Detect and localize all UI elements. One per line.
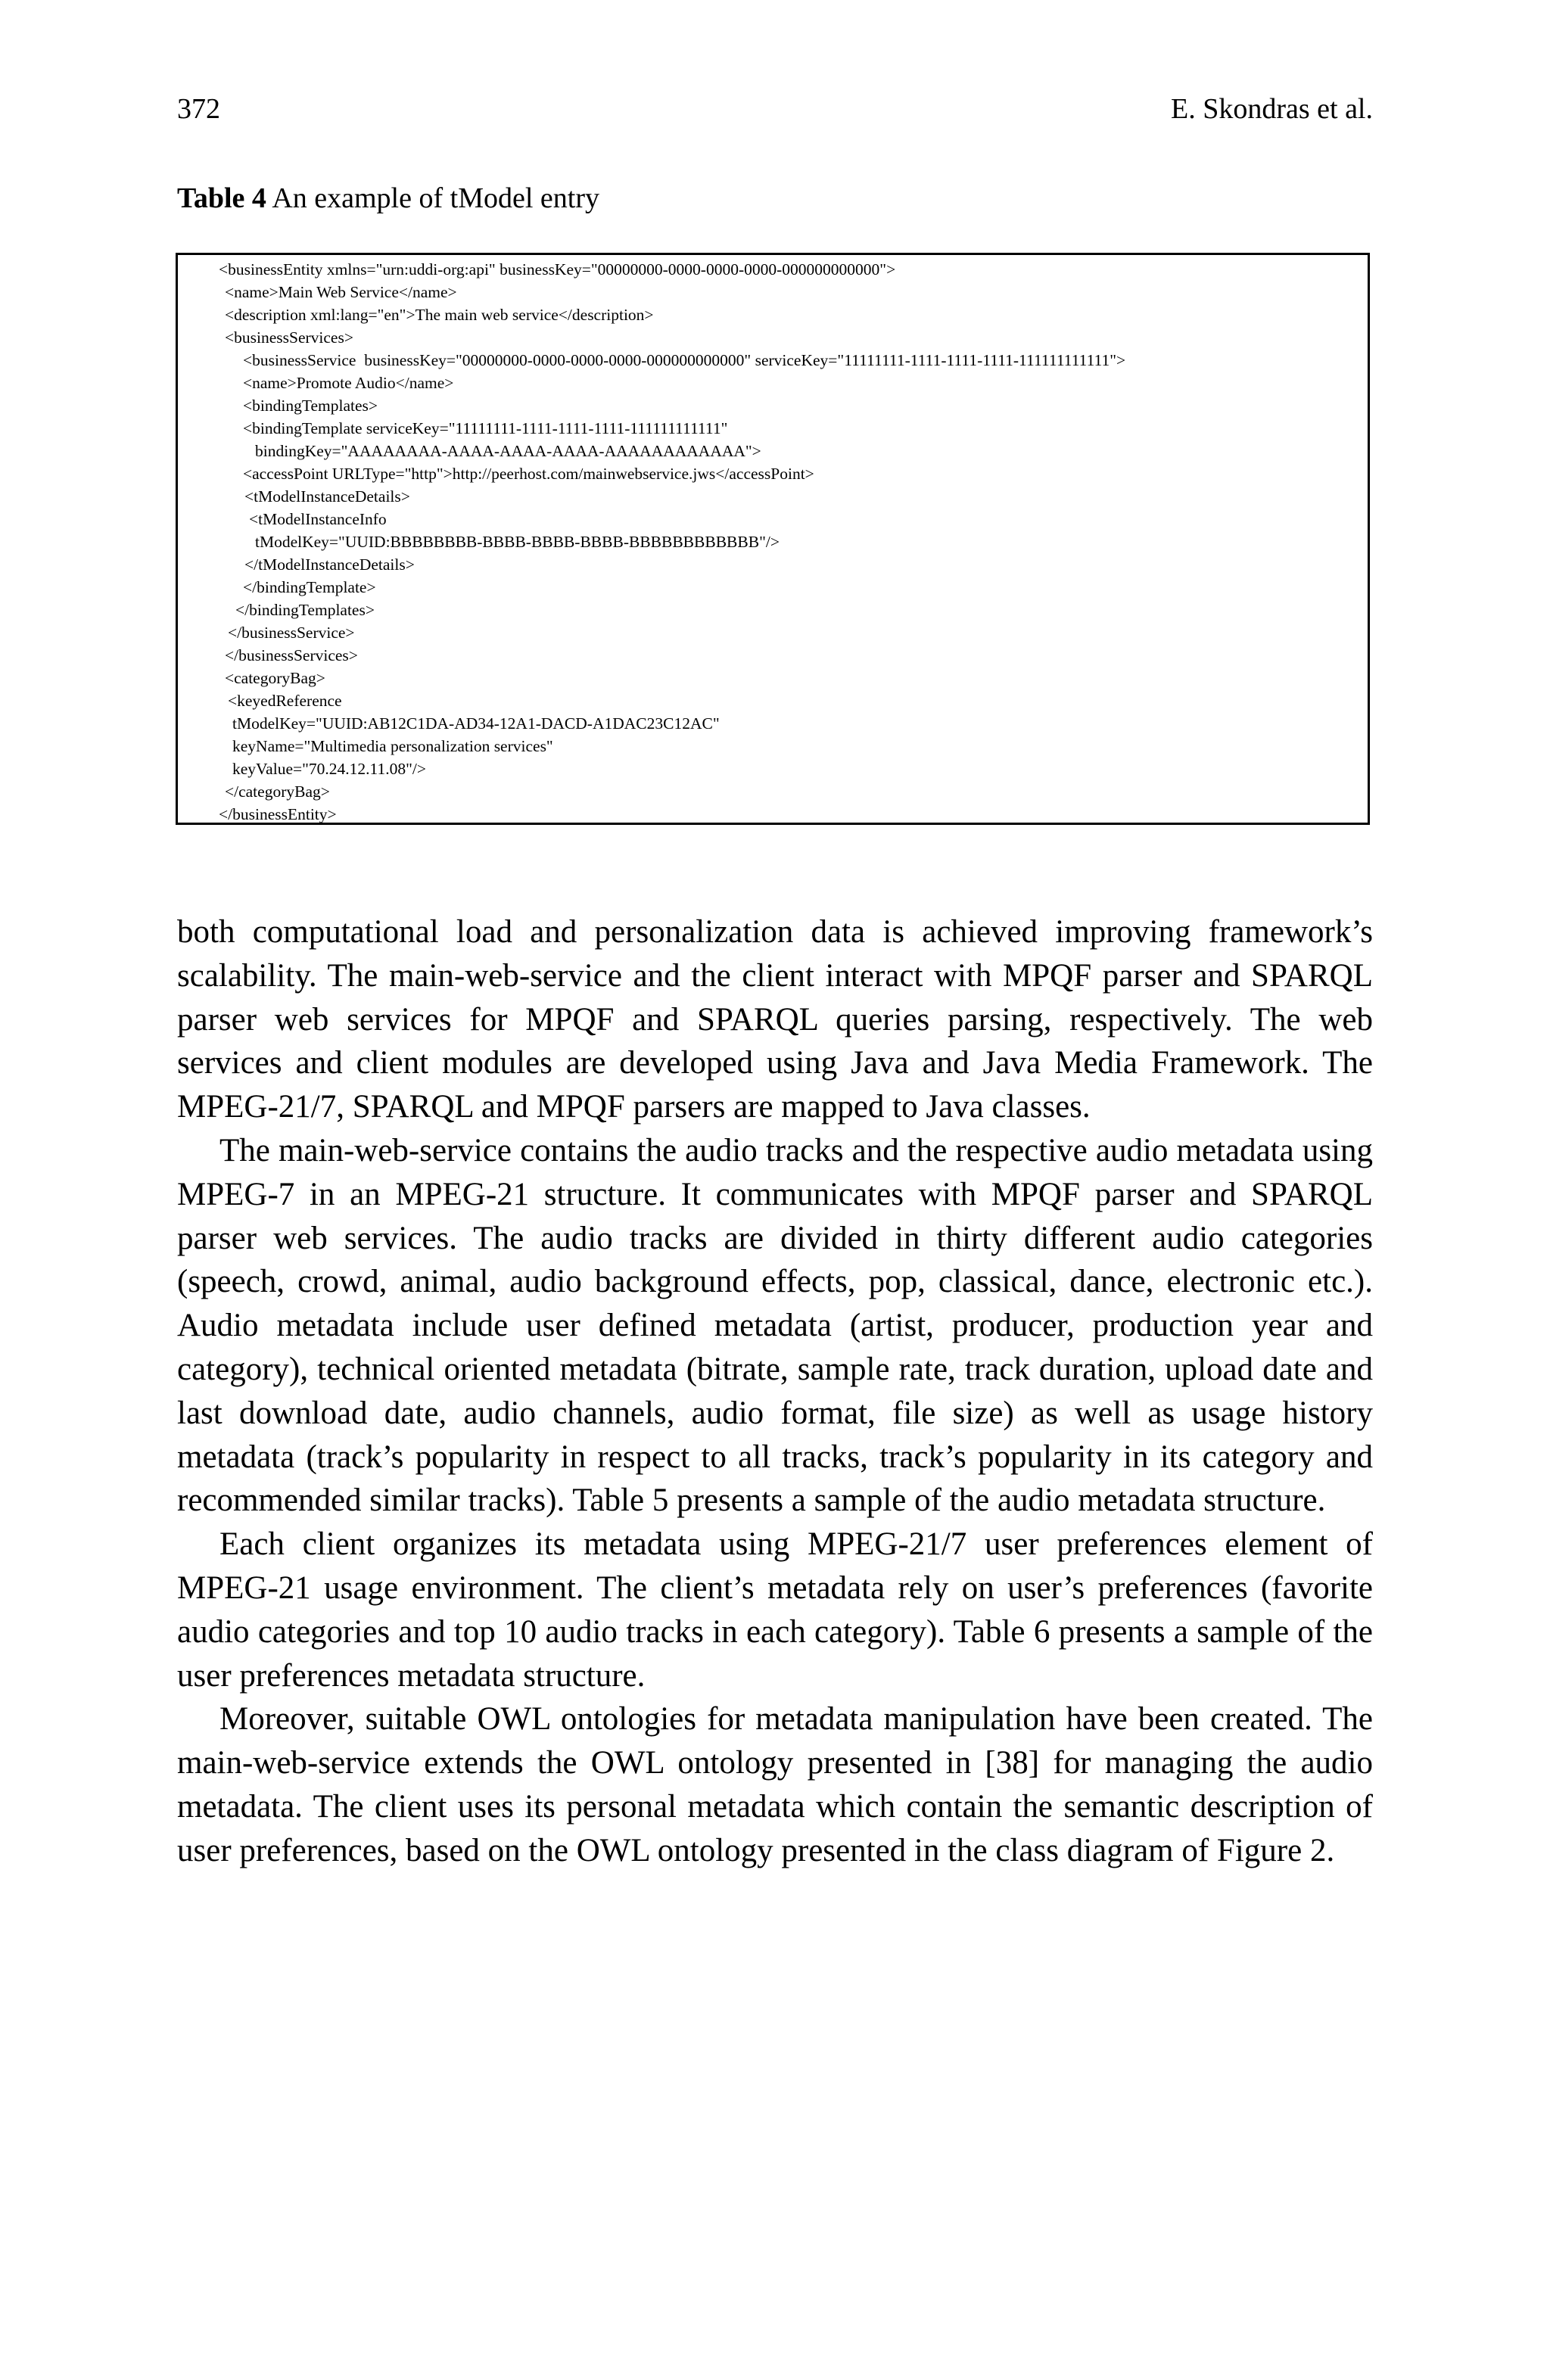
code-line: <businessService businessKey="00000000-0000-0000-0000-000000000000" serviceKey="11111111-1111-1111-1111-111111111111"> [243, 351, 1126, 369]
code-line: </businessService> [228, 624, 355, 642]
code-line: bindingKey="AAAAAAAA-AAAA-AAAA-AAAA-AAAAAAAAAAAA"> [255, 442, 761, 460]
code-line: </tModelInstanceDetails> [244, 555, 415, 574]
code-line: </businessServices> [225, 646, 358, 664]
code-listing-box [176, 253, 1370, 825]
code-line: tModelKey="UUID:AB12C1DA-AD34-12A1-DACD-A1DAC23C12AC" [232, 714, 720, 733]
code-line: keyName="Multimedia personalization services" [232, 737, 553, 755]
code-line: <description xml:lang="en">The main web service</description> [225, 306, 654, 324]
body-text [177, 910, 1373, 1873]
paragraph: both computational load and personalization data is achieved improving framework’s scalability. The main-web-service and the client interact with MPQF parser and SPARQL parser web services for MPQF and SPARQL queries parsing, respectively. The web services and client modules are developed using Java and Java Media Framework. The MPEG-21/7, SPARQL and MPQF parsers are mapped to Java classes. [177, 914, 1373, 1125]
table-caption [177, 179, 599, 218]
paragraph: Each client organizes its metadata using MPEG-21/7 user preferences element of MPEG-21 usage environment. The client’s metadata rely on user’s preferences (favorite audio categories and top 10 audio tracks in each category). Table 6 presents a sample of the user preferences metadata structure. [177, 1526, 1373, 1694]
running-head [177, 89, 1373, 129]
code-line: <bindingTemplate serviceKey="11111111-1111-1111-1111-111111111111" [243, 419, 728, 437]
code-line: </bindingTemplate> [243, 578, 376, 596]
code-line: keyValue="70.24.12.11.08"/> [232, 760, 426, 778]
code-line: </categoryBag> [225, 782, 330, 801]
page-number: 372 [177, 93, 220, 125]
code-line: <businessServices> [225, 328, 353, 347]
code-line: <name>Promote Audio</name> [243, 374, 454, 392]
code-line: <bindingTemplates> [243, 397, 378, 415]
paragraph: Moreover, suitable OWL ontologies for metadata manipulation have been created. The main-web-service extends the OWL ontology presented in [38] for managing the audio metadata. The client uses its personal metadata which contain the semantic description of user preferences, based on the OWL ontology presented in the class diagram of Figure 2. [177, 1701, 1373, 1868]
code-line: tModelKey="UUID:BBBBBBBB-BBBB-BBBB-BBBB-BBBBBBBBBBBB"/> [255, 533, 780, 551]
code-line: <keyedReference [228, 692, 342, 710]
code-line: <tModelInstanceDetails> [244, 487, 410, 506]
table-label: Table 4 [177, 182, 266, 214]
code-line: <tModelInstanceInfo [249, 510, 387, 528]
code-line: <name>Main Web Service</name> [225, 283, 457, 301]
code-line: <businessEntity xmlns="urn:uddi-org:api" businessKey="00000000-0000-0000-0000-000000000000"> [219, 260, 896, 278]
code-line: </businessEntity> [219, 805, 337, 823]
table-title: An example of tModel entry [272, 182, 599, 214]
code-line: <accessPoint URLType="http">http://peerhost.com/mainwebservice.jws</accessPoint> [243, 465, 814, 483]
paragraph: The main-web-service contains the audio tracks and the respective audio metadata using MPEG-7 in an MPEG-21 structure. It communicates with MPQF parser and SPARQL parser web services. The audio tracks are divided in thirty different audio categories (speech, crowd, animal, audio background effects, pop, classical, dance, electronic etc.). Audio metadata include user defined metadata (artist, producer, production year and category), technical oriented metadata (bitrate, sample rate, track duration, upload date and last download date, audio channels, audio format, file size) as well as usage history metadata (track’s popularity in respect to all tracks, track’s popularity in its category and recommended similar tracks). Table 5 presents a sample of the audio metadata structure. [177, 1132, 1373, 1519]
running-author: E. Skondras et al. [1170, 93, 1373, 125]
code-line: </bindingTemplates> [235, 601, 375, 619]
code-line: <categoryBag> [225, 669, 325, 687]
